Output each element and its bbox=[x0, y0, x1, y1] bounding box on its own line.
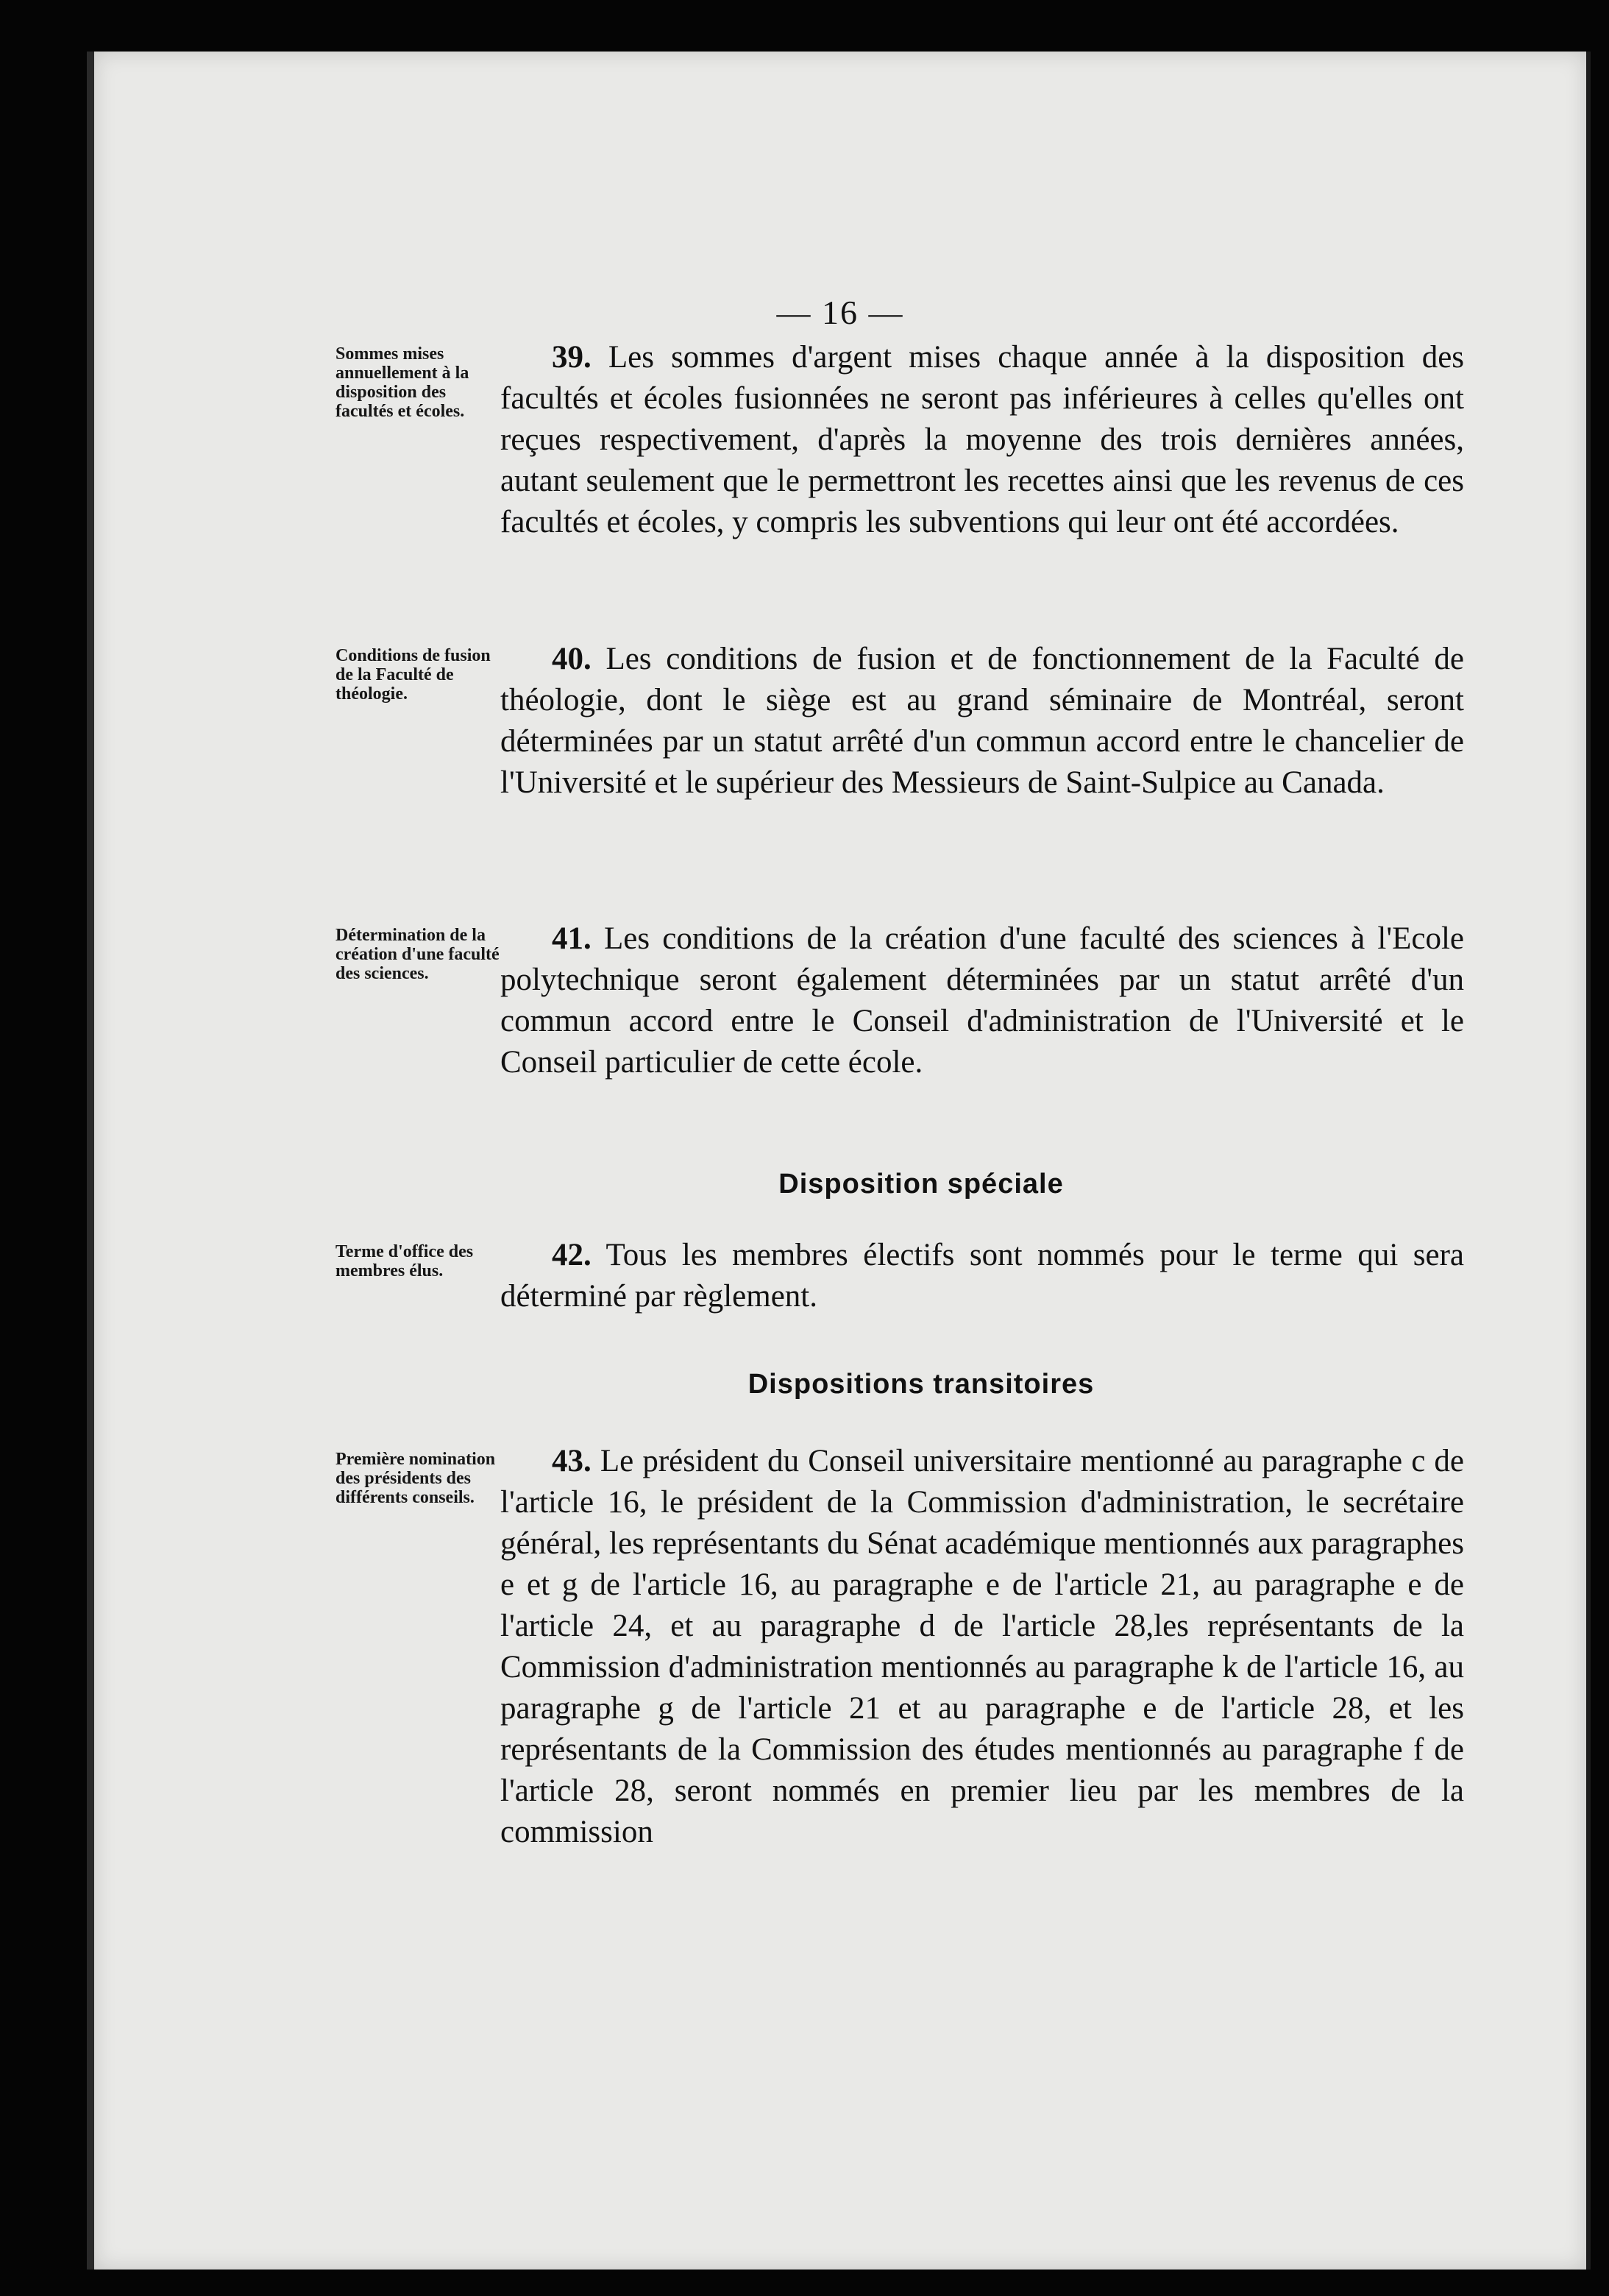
margin-note-43: Première nomination des présidents des différents conseils. bbox=[335, 1450, 496, 1507]
article-text: Les conditions de fusion et de fonctionnement de la Faculté de théologie, dont le siège est au grand séminaire de Montréal, seront déterminées par un statut arrêté d'un commun accord entre le chancelier de l'Université et le supérieur des Messieurs de Saint-Sulpice au Canada. bbox=[500, 642, 1464, 800]
article-43 bbox=[500, 1441, 1464, 1853]
article-text: Tous les membres électifs sont nommés pour le terme qui sera déterminé par règlement. bbox=[500, 1238, 1464, 1314]
margin-note-41: Détermination de la création d'une faculté des sciences. bbox=[335, 926, 500, 983]
margin-note-39: Sommes mises annuellement à la disposition des facultés et écoles. bbox=[335, 344, 469, 421]
article-text: Les sommes d'argent mises chaque année à la disposition des facultés et écoles fusionnées ne seront pas inférieures à celles qu'elles ont reçues respectivement, d'après la moyenne des trois dernières années, autant seulement que le permettront les recettes ainsi que les revenus de ces facultés et écoles, y compris les subventions qui leur ont été accordées. bbox=[500, 340, 1465, 539]
article-number: 39. bbox=[552, 340, 592, 375]
page-number: — 16 — bbox=[776, 294, 904, 331]
article-text: Le président du Conseil universitaire mentionné au paragraphe c de l'article 16, le président de la Commission d'administration, le secrétaire général, les représentants du Sénat académique mentionnés aux paragraphes e et g de l'article 16, au paragraphe e de l'article 21, au paragraphe e de l'article 24, et au paragraphe d de l'article 28,les représentants de la Commission d'administration mentionnés au paragraphe k de l'article 16, au paragraphe g de l'article 21 et au paragraphe e de l'article 28, et les représentants de la Commission des études mentionnés au paragraphe f de l'article 28, seront nommés en premier lieu par les membres de la commission bbox=[500, 1444, 1464, 1849]
section-heading-transitional: Dispositions transitoires bbox=[747, 1369, 1095, 1400]
article-42 bbox=[500, 1235, 1464, 1317]
section-heading-special: Disposition spéciale bbox=[778, 1169, 1064, 1200]
document-page bbox=[94, 52, 1586, 2270]
margin-note-40: Conditions de fusion de la Faculté de théologie. bbox=[335, 646, 491, 704]
article-number: 40. bbox=[552, 642, 592, 676]
article-39 bbox=[500, 337, 1464, 543]
margin-note-42: Terme d'office des membres élus. bbox=[335, 1242, 474, 1280]
article-number: 43. bbox=[552, 1444, 592, 1478]
article-40 bbox=[500, 639, 1464, 804]
article-number: 42. bbox=[552, 1238, 592, 1272]
article-number: 41. bbox=[552, 921, 592, 956]
article-text: Les conditions de la création d'une faculté des sciences à l'Ecole polytechnique seront également déterminées par un statut arrêté d'un commun accord entre le Conseil d'administration de l'Université et le Conseil particulier de cette école. bbox=[500, 921, 1465, 1080]
article-41 bbox=[500, 918, 1464, 1083]
